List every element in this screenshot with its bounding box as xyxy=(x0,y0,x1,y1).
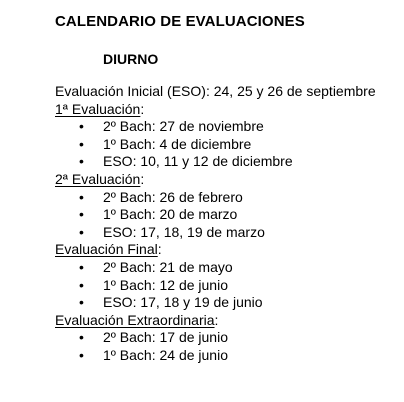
list-item xyxy=(55,277,400,295)
bullet-icon: • xyxy=(79,346,84,363)
list-item-text: ESO: 17, 18 y 19 de junio xyxy=(103,294,263,311)
bullet-icon: • xyxy=(79,206,84,223)
list-item-text: 2º Bach: 17 de junio xyxy=(103,329,228,346)
section-heading-label: Evaluación Extraordinaria xyxy=(55,311,215,328)
section-list-4 xyxy=(55,329,400,364)
section-heading-2: 2ª Evaluación: xyxy=(55,170,145,187)
list-item xyxy=(55,259,400,277)
section-heading-4: Evaluación Extraordinaria: xyxy=(55,311,219,328)
section-heading-label: 1ª Evaluación xyxy=(55,100,141,117)
list-item xyxy=(55,153,400,171)
list-item xyxy=(55,329,400,347)
list-item-text: ESO: 10, 11 y 12 de diciembre xyxy=(103,153,293,170)
bullet-icon: • xyxy=(79,329,84,346)
section-list-2 xyxy=(55,189,400,242)
section-list-3 xyxy=(55,259,400,312)
list-item-text: ESO: 17, 18, 19 de marzo xyxy=(103,223,265,240)
list-item xyxy=(55,136,400,154)
bullet-icon: • xyxy=(79,188,84,205)
section-heading-1: 1ª Evaluación: xyxy=(55,100,145,117)
bullet-icon: • xyxy=(79,153,84,170)
list-item-text: 1º Bach: 12 de junio xyxy=(103,276,228,293)
section-heading-label: 2ª Evaluación xyxy=(55,170,141,187)
calendar-content xyxy=(55,83,400,365)
bullet-icon: • xyxy=(79,294,84,311)
section-heading-3: Evaluación Final: xyxy=(55,241,162,258)
section-list-1 xyxy=(55,118,400,171)
bullet-icon: • xyxy=(79,223,84,240)
list-item-text: 2º Bach: 21 de mayo xyxy=(103,258,233,275)
bullet-icon: • xyxy=(79,258,84,275)
bullet-icon: • xyxy=(79,118,84,135)
document-title: CALENDARIO DE EVALUACIONES xyxy=(55,13,305,30)
list-item-text: 2º Bach: 27 de noviembre xyxy=(103,118,264,135)
list-item-text: 1º Bach: 4 de diciembre xyxy=(103,135,252,152)
list-item xyxy=(55,294,400,312)
list-item xyxy=(55,206,400,224)
list-item-text: 1º Bach: 24 de junio xyxy=(103,346,228,363)
document-subtitle: DIURNO xyxy=(103,51,159,67)
initial-evaluation-text: Evaluación Inicial (ESO): 24, 25 y 26 de septiembre xyxy=(55,83,376,99)
list-item-text: 1º Bach: 20 de marzo xyxy=(103,206,238,223)
list-item xyxy=(55,347,400,365)
section-heading-label: Evaluación Final xyxy=(55,241,158,258)
list-item xyxy=(55,224,400,242)
bullet-icon: • xyxy=(79,276,84,293)
list-item xyxy=(55,189,400,207)
bullet-icon: • xyxy=(79,135,84,152)
list-item xyxy=(55,118,400,136)
list-item-text: 2º Bach: 26 de febrero xyxy=(103,188,243,205)
